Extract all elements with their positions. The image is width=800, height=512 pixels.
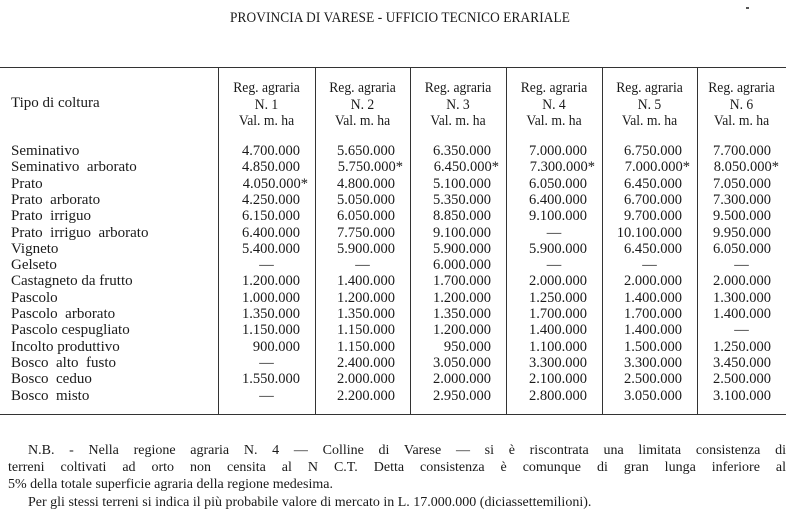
table-cell: 7.000.000: [529, 143, 587, 159]
table-cell: —: [642, 257, 657, 274]
table-cell: —: [259, 354, 274, 371]
column-header-line2: N. 3: [446, 96, 470, 113]
table-cell: 1.400.000: [624, 322, 682, 339]
table-cell: 1.300.000: [713, 289, 771, 306]
row-label: Bosco ceduo: [11, 371, 92, 388]
table-top-rule: [0, 67, 786, 68]
table-cell: 1.000.000: [242, 289, 300, 306]
row-label: Bosco alto fusto: [11, 354, 116, 371]
table-cell: 6.000.000: [433, 257, 491, 274]
table-cell: 4.850.000: [242, 159, 300, 176]
table-cell: 1.250.000: [529, 289, 587, 306]
column-header-line3: Val. m. ha: [621, 113, 678, 129]
table-cell: 7.300.000: [713, 191, 771, 208]
table-cell: 8.050.000*: [713, 159, 779, 176]
table-cell: 2.400.000: [337, 354, 395, 371]
table-cell: —: [355, 257, 370, 274]
column-header-line1: Reg. agraria: [708, 80, 775, 96]
footnote-line: 5% della totale superficie agraria della regione medesima.: [8, 477, 333, 492]
table-cell: 5.400.000: [242, 240, 300, 257]
table-cell: 1.700.000: [624, 306, 682, 322]
table-cell: 1.150.000: [337, 338, 395, 355]
table-cell: 6.150.000: [242, 208, 300, 225]
table-cell: 1.400.000: [713, 306, 771, 322]
row-label: Seminativo: [11, 143, 80, 159]
table-cell: 1.350.000: [337, 306, 395, 322]
row-label: Pascolo arborato: [11, 306, 116, 322]
table-cell: 3.050.000: [624, 387, 682, 404]
table-cell: 7.000.000*: [624, 159, 690, 176]
table-cell: —: [734, 322, 749, 339]
table-cell: 2.800.000: [529, 387, 587, 404]
table-cell: 2.000.000: [433, 371, 491, 388]
table-cell: 5.900.000: [433, 240, 491, 257]
row-label: Gelseto: [11, 257, 57, 274]
table-cell: 7.050.000: [713, 175, 771, 192]
table-cell: 4.700.000: [242, 143, 300, 159]
column-header-line2: N. 4: [542, 96, 566, 113]
table-cell: 3.300.000: [529, 354, 587, 371]
column-header-line1: Reg. agraria: [329, 80, 396, 96]
table-cell: 1.500.000: [624, 338, 682, 355]
footnote-line: terreni coltivati ad orto non censita al N C.T. Detta consistenza è comunque di gran lunga inferiore al: [8, 460, 786, 475]
table-cell: 6.400.000: [242, 224, 300, 241]
table-cell: 2.500.000: [713, 371, 771, 388]
table-cell: 3.450.000: [713, 354, 771, 371]
table-cell: 1.150.000: [337, 322, 395, 339]
table-cell: 5.050.000: [337, 191, 395, 208]
table-cell: 7.300.000*: [529, 159, 595, 176]
column-header: [506, 80, 602, 130]
row-label: Prato: [11, 175, 43, 192]
column-header-line3: Val. m. ha: [430, 113, 486, 129]
table-cell: 950.000: [443, 338, 491, 355]
row-label: Seminativo arborato: [11, 159, 137, 176]
table-cell: 2.000.000: [529, 273, 587, 290]
column-header-line1: Reg. agraria: [520, 80, 588, 96]
column-header-line2: N. 5: [637, 96, 662, 113]
row-label: Bosco misto: [11, 387, 90, 404]
table-cell: 6.450.000*: [433, 159, 499, 176]
table-cell: 6.450.000: [624, 240, 682, 257]
column-header-line3: Val. m. ha: [334, 113, 391, 129]
table-cell: 2.000.000: [337, 371, 395, 388]
table-cell: 1.400.000: [624, 289, 682, 306]
column-header: [602, 80, 697, 130]
row-label: Castagneto da frutto: [11, 273, 133, 290]
table-cell: 5.900.000: [529, 240, 587, 257]
table-cell: 900.000: [252, 338, 300, 355]
table-cell: 2.200.000: [337, 387, 395, 404]
table-cell: 2.000.000: [713, 273, 771, 290]
column-header: [218, 80, 315, 130]
column-header: [315, 80, 410, 130]
table-bottom-rule: [0, 414, 786, 415]
table-cell: 3.300.000: [624, 354, 682, 371]
table-cell: 6.750.000: [624, 143, 682, 159]
table-cell: 6.350.000: [433, 143, 491, 159]
table-cell: 9.950.000: [713, 224, 771, 241]
table-cell: 6.050.000: [529, 175, 587, 192]
column-header: [410, 80, 506, 130]
column-header-line3: Val. m. ha: [238, 113, 295, 129]
table-cell: 1.350.000: [433, 306, 491, 322]
table-cell: 1.350.000: [242, 306, 300, 322]
table-cell: 6.700.000: [624, 191, 682, 208]
row-label: Pascolo cespugliato: [11, 322, 130, 339]
footnote-line: N.B. - Nella regione agraria N. 4 — Colline di Varese — si è riscontrata una limitata consistenza di: [28, 443, 786, 458]
table-cell: 1.700.000: [529, 306, 587, 322]
table-cell: 1.400.000: [529, 322, 587, 339]
table-cell: 9.500.000: [713, 208, 771, 225]
table-cell: 2.000.000: [624, 273, 682, 290]
table-cell: 9.100.000: [433, 224, 491, 241]
column-header: [697, 80, 786, 130]
row-label: Prato arborato: [11, 191, 101, 208]
table-cell: 6.050.000: [337, 208, 395, 225]
column-header-line3: Val. m. ha: [526, 113, 582, 129]
table-cell: 6.050.000: [713, 240, 771, 257]
table-cell: 10.100.000: [616, 224, 682, 241]
table-cell: 1.700.000: [433, 273, 491, 290]
column-header-line2: N. 1: [254, 96, 279, 113]
table-cell: 6.450.000: [624, 175, 682, 192]
table-cell: 5.100.000: [433, 175, 491, 192]
table-cell: 9.100.000: [529, 208, 587, 225]
row-label: Vigneto: [11, 240, 59, 257]
row-label: Prato irriguo: [11, 208, 91, 225]
table-cell: 2.100.000: [529, 371, 587, 388]
column-header-line2: N. 2: [350, 96, 375, 113]
column-header-line3: Val. m. ha: [713, 113, 770, 129]
column-header-line1: Reg. agraria: [424, 80, 492, 96]
table-cell: 1.400.000: [337, 273, 395, 290]
table-cell: 7.700.000: [713, 143, 771, 159]
table-cell: 1.200.000: [242, 273, 300, 290]
table-cell: 1.250.000: [713, 338, 771, 355]
table-cell: 8.850.000: [433, 208, 491, 225]
table-cell: 6.400.000: [529, 191, 587, 208]
table-cell: 2.500.000: [624, 371, 682, 388]
table-cell: 9.700.000: [624, 208, 682, 225]
table-cell: 1.550.000: [242, 371, 300, 388]
table-cell: 4.250.000: [242, 191, 300, 208]
footnote-line: Per gli stessi terreni si indica il più probabile valore di mercato in L. 17.000.000 (diciassettemilioni).: [28, 495, 592, 510]
table-cell: 1.150.000: [242, 322, 300, 339]
table-cell: 1.200.000: [433, 289, 491, 306]
column-header-line1: Reg. agraria: [616, 80, 683, 96]
table-cell: 5.650.000: [337, 143, 395, 159]
column-header-line1: Reg. agraria: [233, 80, 300, 96]
table-cell: —: [734, 257, 749, 274]
table-cell: 7.750.000: [337, 224, 395, 241]
table-cell: 5.750.000*: [337, 159, 403, 176]
table-cell: —: [546, 257, 562, 274]
table-cell: —: [259, 387, 274, 404]
row-label: Prato irriguo arborato: [11, 224, 149, 241]
column-header-line2: N. 6: [729, 96, 754, 113]
scan-artifact: [746, 7, 749, 9]
table-cell: 5.350.000: [433, 191, 491, 208]
table-cell: 1.200.000: [337, 289, 395, 306]
table-cell: 4.050.000*: [242, 175, 308, 192]
table-cell: —: [546, 224, 562, 241]
table-cell: —: [259, 257, 274, 274]
table-cell: 4.800.000: [337, 175, 395, 192]
document-title: PROVINCIA DI VARESE - UFFICIO TECNICO ERARIALE: [230, 10, 570, 26]
table-cell: 1.200.000: [433, 322, 491, 339]
row-label: Incolto produttivo: [11, 338, 120, 355]
table-cell: 5.900.000: [337, 240, 395, 257]
table-cell: 2.950.000: [433, 387, 491, 404]
row-header-label: Tipo di coltura: [11, 95, 100, 111]
row-label: Pascolo: [11, 289, 58, 306]
table-cell: 3.050.000: [433, 354, 491, 371]
table-cell: 1.100.000: [529, 338, 587, 355]
table-cell: 3.100.000: [713, 387, 771, 404]
